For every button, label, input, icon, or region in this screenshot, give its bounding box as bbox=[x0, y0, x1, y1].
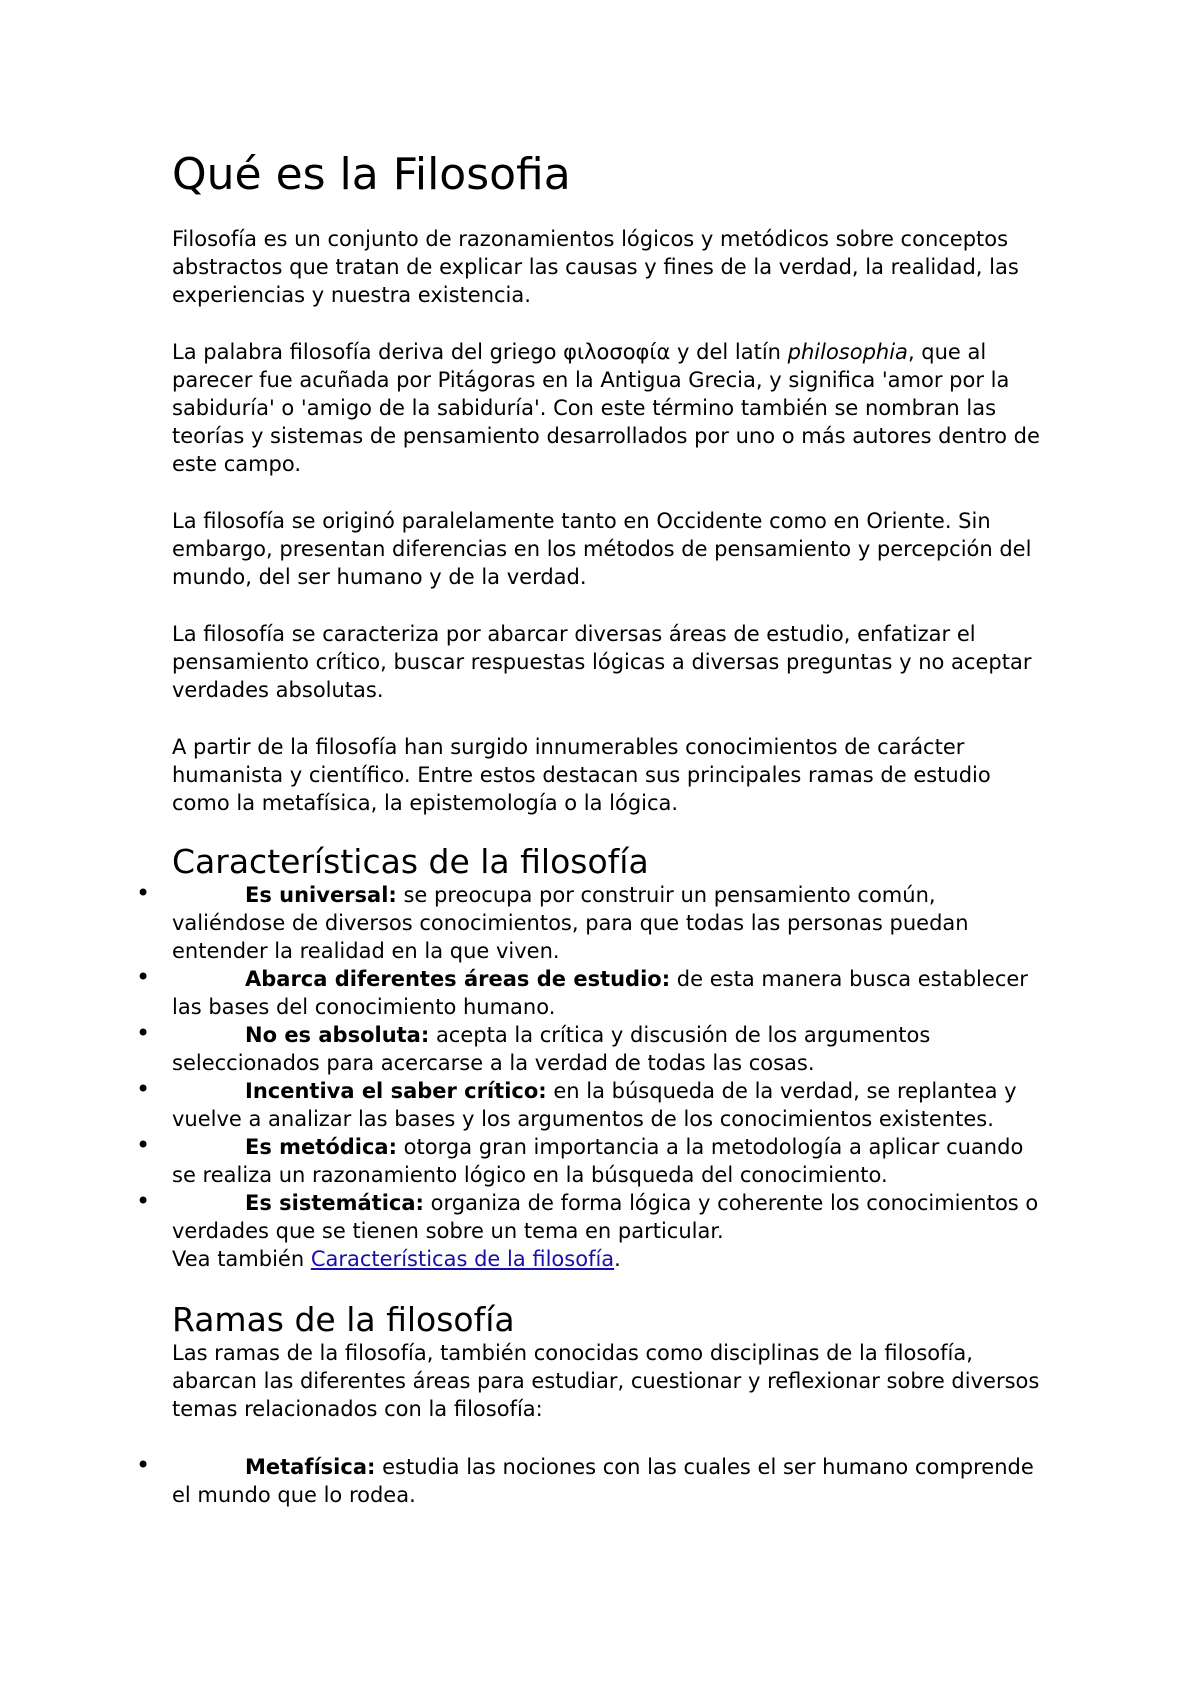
bullet-icon: • bbox=[136, 1451, 151, 1479]
spacer bbox=[172, 1423, 1052, 1453]
list-item bbox=[136, 1019, 1052, 1077]
document-body bbox=[136, 149, 1052, 1509]
item-text: de esta manera busca establecer las bases del conocimiento humano. bbox=[172, 967, 1028, 1019]
paragraph-characterization: La filosofía se caracteriza por abarcar diversas áreas de estudio, enfatizar el pensamiento crítico, buscar respuestas lógicas a diversas preguntas y no aceptar verdades absolutas. bbox=[172, 622, 1032, 702]
item-term: Incentiva el saber crítico: bbox=[245, 1079, 547, 1103]
see-also-suffix: . bbox=[614, 1247, 621, 1271]
item-term: Abarca diferentes áreas de estudio: bbox=[245, 967, 671, 991]
see-also-line bbox=[172, 1245, 1052, 1273]
bullet-icon: • bbox=[136, 1075, 151, 1103]
item-text: organiza de forma lógica y coherente los conocimientos o verdades que se tienen sobre un tema en particular. bbox=[172, 1191, 1039, 1243]
item-term: Metafísica: bbox=[245, 1455, 376, 1479]
list-item bbox=[136, 1075, 1052, 1133]
bullet-icon: • bbox=[136, 1187, 151, 1215]
etymology-text-start: La palabra filosofía deriva del griego φιλοσοφία y del latín bbox=[172, 340, 788, 364]
bullet-icon: • bbox=[136, 1131, 151, 1159]
see-also-prefix: Vea también bbox=[172, 1247, 311, 1271]
caracteristicas-list bbox=[136, 879, 1052, 1245]
item-text: acepta la crítica y discusión de los argumentos seleccionados para acercarse a la verdad de todas las cosas. bbox=[172, 1023, 931, 1075]
paragraph-ramas-intro: Las ramas de la filosofía, también conocidas como disciplinas de la filosofía, abarcan las diferentes áreas para estudiar, cuestionar y reflexionar sobre diversos temas relacionados con la filosofía: bbox=[172, 1341, 1040, 1421]
bullet-icon: • bbox=[136, 963, 151, 991]
list-item bbox=[136, 963, 1052, 1021]
etymology-latin-term: philosophia bbox=[787, 340, 908, 364]
item-term: Es sistemática: bbox=[245, 1191, 424, 1215]
list-item bbox=[136, 1451, 1052, 1509]
list-item bbox=[136, 1187, 1052, 1245]
item-term: Es metódica: bbox=[245, 1135, 397, 1159]
heading-ramas: Ramas de la filosofía bbox=[172, 1300, 515, 1339]
page-title: Qué es la Filosofia bbox=[172, 149, 571, 200]
paragraph-etymology bbox=[172, 338, 1052, 478]
item-text: otorga gran importancia a la metodología a aplicar cuando se realiza un razonamiento lógico en la búsqueda del conocimiento. bbox=[172, 1135, 1024, 1187]
bullet-icon: • bbox=[136, 879, 151, 907]
paragraph-definition: Filosofía es un conjunto de razonamientos lógicos y metódicos sobre conceptos abstractos que tratan de explicar las causas y fines de la verdad, la realidad, las experiencias y nuestra existencia. bbox=[172, 227, 1019, 307]
item-term: Es universal: bbox=[245, 883, 397, 907]
paragraph-origin: La filosofía se originó paralelamente tanto en Occidente como en Oriente. Sin embargo, presentan diferencias en los métodos de pensamiento y percepción del mundo, del ser humano y de la verdad. bbox=[172, 509, 1032, 589]
item-term: No es absoluta: bbox=[245, 1023, 430, 1047]
bullet-icon: • bbox=[136, 1019, 151, 1047]
list-item bbox=[136, 1131, 1052, 1189]
heading-caracteristicas: Características de la filosofía bbox=[172, 842, 649, 881]
etymology-text-end: , que al parecer fue acuñada por Pitágoras en la Antigua Grecia, y significa 'amor por la sabiduría' o 'amigo de la sabiduría'. Con este término también se nombran las teorías y sistemas de pensamiento desarrollados por uno o más autores dentro de este campo. bbox=[172, 340, 1040, 476]
item-text: en la búsqueda de la verdad, se replantea y vuelve a analizar las bases y los argumentos de los conocimientos existentes. bbox=[172, 1079, 1017, 1131]
item-text: se preocupa por construir un pensamiento común, valiéndose de diversos conocimientos, para que todas las personas puedan entender la realidad en la que viven. bbox=[172, 883, 969, 963]
paragraph-knowledge: A partir de la filosofía han surgido innumerables conocimientos de carácter humanista y científico. Entre estos destacan sus principales ramas de estudio como la metafísica, la epistemología o la lógica. bbox=[172, 735, 991, 815]
spacer bbox=[172, 817, 1052, 843]
item-text: estudia las nociones con las cuales el ser humano comprende el mundo que lo rodea. bbox=[172, 1455, 1034, 1507]
see-also-link[interactable]: Características de la filosofía bbox=[310, 1247, 615, 1271]
ramas-list bbox=[136, 1451, 1052, 1509]
list-item bbox=[136, 879, 1052, 965]
